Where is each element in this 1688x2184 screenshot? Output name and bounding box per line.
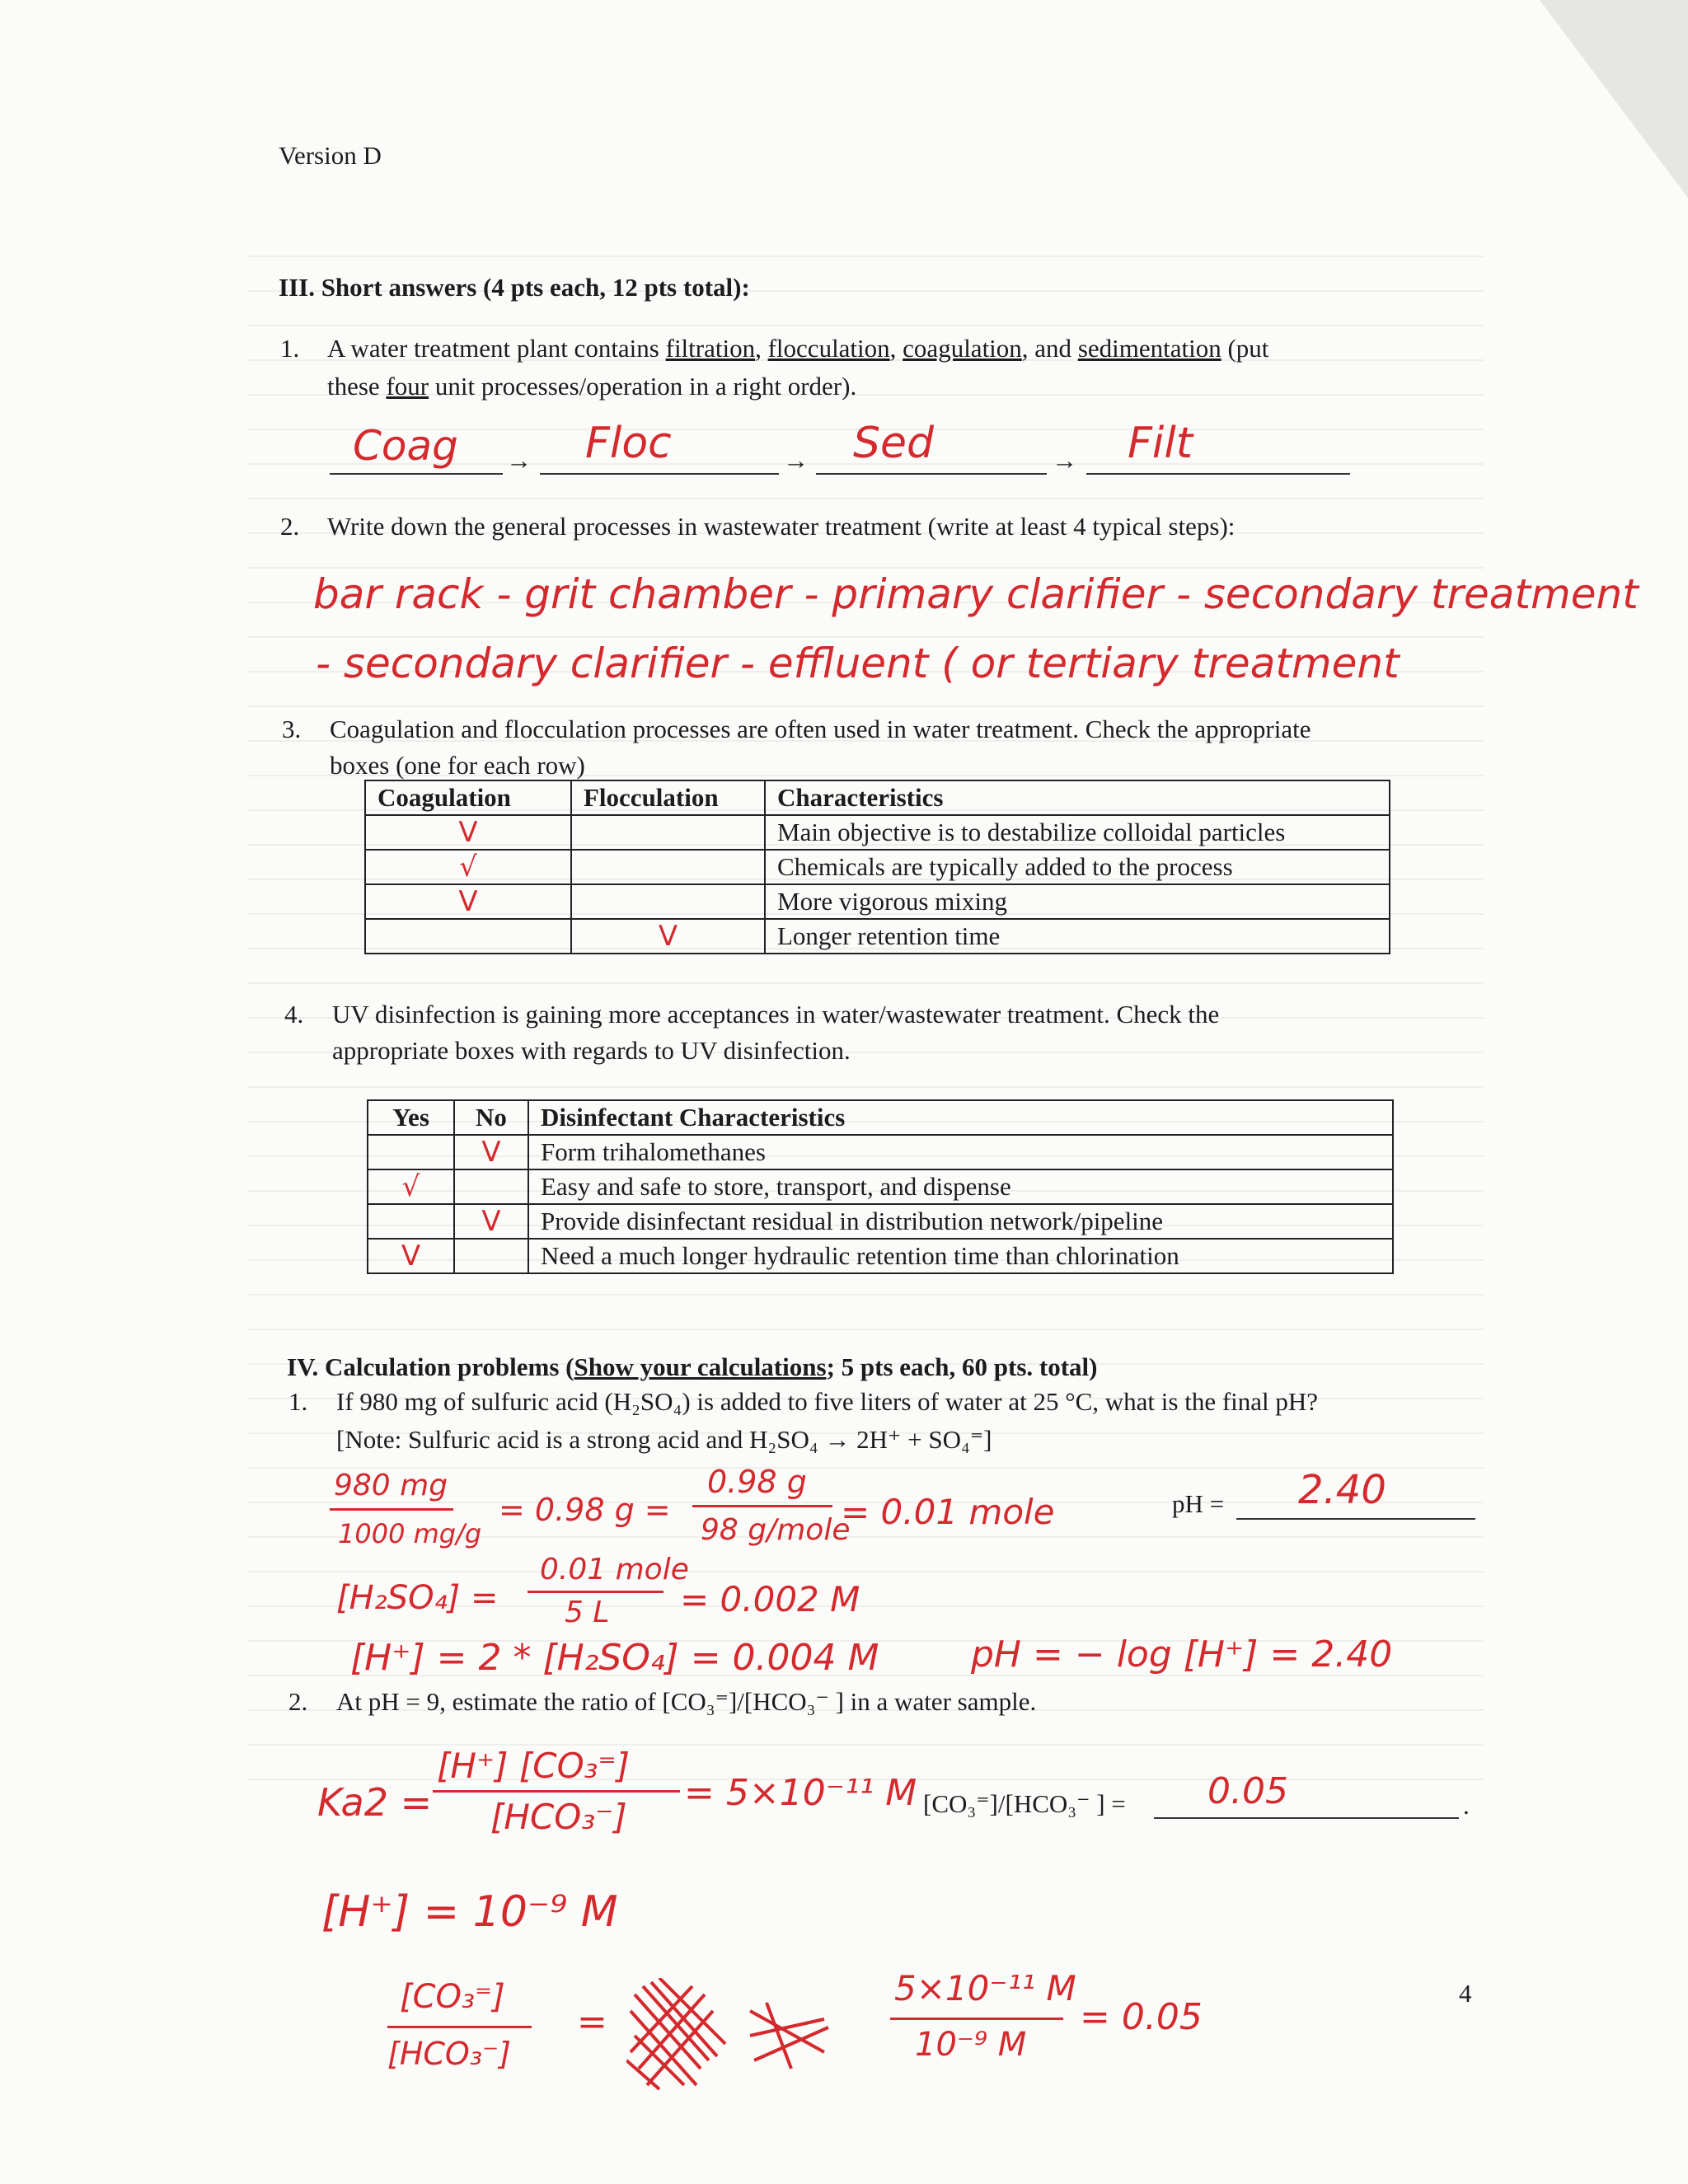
q3-line1: Coagulation and flocculation processes are often used in water treatment. Check the appropriate bbox=[330, 715, 1311, 743]
answer-filt: Filt bbox=[1128, 419, 1193, 468]
work-num-980mg: 980 mg bbox=[334, 1469, 448, 1502]
table-header-row bbox=[365, 780, 1390, 815]
section-4-title: IV. Calculation problems (Show your calculations; 5 pts each, 60 pts. total) bbox=[287, 1352, 1098, 1381]
calc-q2-number: 2. bbox=[288, 1687, 308, 1716]
characteristic-text: Main objective is to destabilize colloidal particles bbox=[765, 815, 1390, 850]
fraction-bar bbox=[890, 2018, 1063, 2020]
table-header-row bbox=[368, 1100, 1393, 1135]
q3-line2: boxes (one for each row) bbox=[330, 751, 585, 780]
table-row bbox=[368, 1169, 1393, 1204]
check-cell[interactable]: V bbox=[365, 815, 571, 850]
work-den-5l: 5 L bbox=[565, 1596, 610, 1629]
col-no: No bbox=[454, 1100, 528, 1135]
check-cell[interactable] bbox=[454, 1169, 528, 1204]
characteristic-text: Need a much longer hydraulic retention time than chlorination bbox=[528, 1239, 1393, 1273]
work-ka2-denominator: [HCO₃⁻] bbox=[490, 1797, 627, 1837]
q1-line1: A water treatment plant contains filtration, flocculation, coagulation, and sedimentation (put bbox=[327, 334, 1269, 363]
arrow-1: → bbox=[506, 446, 532, 475]
work-h-value: [H⁺] = 10⁻⁹ M bbox=[321, 1887, 618, 1937]
work-ka2-value: = 5×10⁻¹¹ M bbox=[684, 1772, 917, 1814]
check-cell[interactable]: V bbox=[454, 1135, 528, 1169]
characteristic-text: Longer retention time bbox=[765, 919, 1390, 954]
fraction-bar bbox=[528, 1591, 663, 1593]
check-cell[interactable] bbox=[368, 1135, 454, 1169]
work-eq-0002m: = 0.002 M bbox=[680, 1579, 860, 1619]
arrow-3: → bbox=[1052, 446, 1077, 475]
check-cell[interactable]: V bbox=[368, 1239, 454, 1273]
arrow-2: → bbox=[783, 446, 809, 475]
check-cell[interactable]: V bbox=[571, 919, 765, 954]
answer-blank-1 bbox=[330, 473, 503, 475]
q2-answer-line2: - secondary clarifier - effluent ( or tertiary treatment bbox=[316, 640, 1400, 687]
q1-number: 1. bbox=[280, 334, 300, 363]
calc-q2-text: At pH = 9, estimate the ratio of [CO₃⁼]/[HCO₃⁻ ] in a water sample. bbox=[336, 1687, 1037, 1716]
work-ka2-numerator: [H⁺] [CO₃⁼] bbox=[437, 1746, 631, 1786]
work-ratio-numerator: [CO₃⁼] bbox=[400, 1978, 505, 2016]
version-label: Version D bbox=[279, 141, 382, 170]
check-cell[interactable]: √ bbox=[365, 850, 571, 884]
characteristic-text: More vigorous mixing bbox=[765, 884, 1390, 919]
ph-answer-blank bbox=[1236, 1518, 1475, 1520]
q4-number: 4. bbox=[284, 1000, 304, 1029]
ratio-answer: 0.05 bbox=[1207, 1770, 1288, 1812]
work-eq-098g: = 0.98 g = bbox=[499, 1492, 671, 1528]
q3-number: 3. bbox=[282, 715, 302, 743]
table-row bbox=[365, 815, 1390, 850]
work-num-001mole: 0.01 mole bbox=[540, 1553, 689, 1586]
col-coagulation: Coagulation bbox=[365, 780, 571, 815]
ratio-period: . bbox=[1463, 1791, 1470, 1820]
uv-disinfection-table bbox=[367, 1099, 1394, 1274]
calc-q1-line2: [Note: Sulfuric acid is a strong acid and H₂SO₄ → 2H⁺ + SO₄⁼] bbox=[336, 1425, 992, 1454]
answer-blank-3 bbox=[816, 473, 1047, 475]
scribbled-out-work bbox=[626, 1978, 874, 2093]
col-disinfectant-characteristics: Disinfectant Characteristics bbox=[528, 1100, 1393, 1135]
calc-q1-line1: If 980 mg of sulfuric acid (H₂SO₄) is added to five liters of water at 25 °C, what is the final pH? bbox=[336, 1387, 1319, 1416]
characteristic-text: Form trihalomethanes bbox=[528, 1135, 1393, 1169]
work-ph-calc: pH = − log [H⁺] = 2.40 bbox=[971, 1633, 1393, 1675]
fraction-bar bbox=[330, 1508, 453, 1511]
ph-label: pH = bbox=[1172, 1489, 1225, 1518]
ph-answer: 2.40 bbox=[1298, 1467, 1386, 1513]
page-number: 4 bbox=[1459, 1979, 1472, 2008]
work-den-98: 98 g/mole bbox=[701, 1513, 851, 1547]
fraction-bar bbox=[433, 1790, 680, 1793]
work-num-098g: 0.98 g bbox=[707, 1464, 807, 1500]
col-flocculation: Flocculation bbox=[571, 780, 765, 815]
fraction-bar bbox=[692, 1505, 832, 1507]
col-characteristics: Characteristics bbox=[765, 780, 1390, 815]
check-cell[interactable]: V bbox=[365, 884, 571, 919]
table-row bbox=[368, 1135, 1393, 1169]
table-row bbox=[365, 850, 1390, 884]
check-cell[interactable] bbox=[571, 850, 765, 884]
work-ratio-denominator: [HCO₃⁻] bbox=[387, 2036, 511, 2072]
col-yes: Yes bbox=[368, 1100, 454, 1135]
check-cell[interactable] bbox=[571, 884, 765, 919]
check-cell[interactable]: V bbox=[454, 1204, 528, 1239]
work-final-numerator: 5×10⁻¹¹ M bbox=[894, 1968, 1076, 2008]
work-eq-001mole: = 0.01 mole bbox=[841, 1492, 1055, 1532]
ratio-label: [CO₃⁼]/[HCO₃⁻ ] = bbox=[923, 1789, 1126, 1818]
characteristic-text: Chemicals are typically added to the process bbox=[765, 850, 1390, 884]
q4-line2: appropriate boxes with regards to UV disinfection. bbox=[332, 1036, 851, 1065]
answer-blank-2 bbox=[540, 473, 779, 475]
answer-blank-4 bbox=[1086, 473, 1350, 475]
coag-floc-table bbox=[364, 780, 1390, 954]
answer-coag: Coag bbox=[353, 422, 458, 470]
answer-sed: Sed bbox=[853, 419, 935, 468]
work-final-denominator: 10⁻⁹ M bbox=[915, 2026, 1027, 2064]
characteristic-text: Easy and safe to store, transport, and dispense bbox=[528, 1169, 1393, 1204]
work-h2so4-lhs: [H₂SO₄] = bbox=[336, 1579, 499, 1617]
work-ratio-equals: = bbox=[577, 2001, 607, 2043]
table-row bbox=[368, 1239, 1393, 1273]
q4-line1: UV disinfection is gaining more acceptances in water/wastewater treatment. Check the bbox=[332, 1000, 1220, 1029]
check-cell[interactable] bbox=[368, 1204, 454, 1239]
fraction-bar bbox=[387, 2026, 532, 2028]
answer-floc: Floc bbox=[585, 419, 672, 468]
table-row bbox=[368, 1204, 1393, 1239]
q2-text: Write down the general processes in wastewater treatment (write at least 4 typical steps): bbox=[327, 512, 1236, 541]
table-row bbox=[365, 884, 1390, 919]
work-final-value: = 0.05 bbox=[1080, 1996, 1203, 2038]
q2-answer-line1: bar rack - grit chamber - primary clarifier - secondary treatment bbox=[313, 570, 1639, 618]
check-cell[interactable]: √ bbox=[368, 1169, 454, 1204]
check-cell[interactable] bbox=[454, 1239, 528, 1273]
work-h-concentration: [H⁺] = 2 * [H₂SO₄] = 0.004 M bbox=[350, 1637, 879, 1679]
table-row bbox=[365, 919, 1390, 954]
check-cell[interactable] bbox=[571, 815, 765, 850]
q2-number: 2. bbox=[280, 512, 300, 541]
q1-line2: these four unit processes/operation in a right order). bbox=[327, 372, 857, 401]
folded-page-corner bbox=[1540, 0, 1688, 198]
characteristic-text: Provide disinfectant residual in distribution network/pipeline bbox=[528, 1204, 1393, 1239]
work-ka2-label: Ka2 = bbox=[317, 1780, 433, 1825]
ratio-answer-blank bbox=[1154, 1817, 1459, 1819]
section-3-title: III. Short answers (4 pts each, 12 pts total): bbox=[279, 273, 750, 302]
calc-q1-number: 1. bbox=[288, 1387, 308, 1416]
work-den-1000: 1000 mg/g bbox=[338, 1518, 482, 1549]
check-cell[interactable] bbox=[365, 919, 571, 954]
